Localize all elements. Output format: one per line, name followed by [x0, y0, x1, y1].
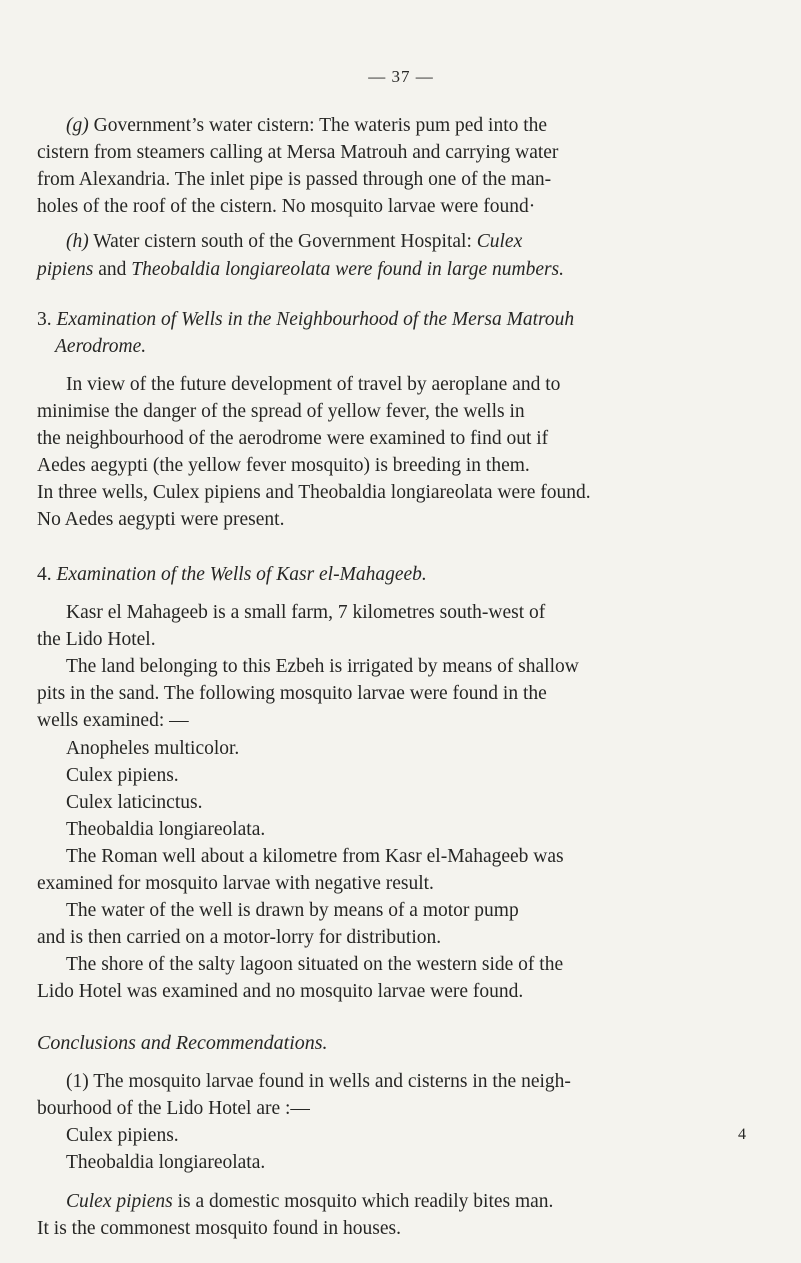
section-4-line-3: The land belonging to this Ezbeh is irrigated by means of shallow: [66, 656, 579, 677]
section-3-number: 3.: [37, 309, 52, 330]
section-h-label: (h): [66, 231, 89, 252]
page-number: — 37 —: [368, 67, 434, 86]
conclusions-line-2: bourhood of the Lido Hotel are :—: [37, 1098, 310, 1119]
section-h-line-2: [37, 260, 564, 280]
section-4-line-11: examined for mosquito larvae with negative result.: [37, 873, 434, 894]
section-4-line-4: pits in the sand. The following mosquito larvae were found in the: [37, 683, 547, 704]
section-g-line-1: [66, 116, 547, 136]
section-4-line-5: wells examined: —: [37, 710, 189, 731]
species-list-item: Culex laticinctus.: [66, 792, 203, 813]
conclusions-line-1: (1) The mosquito larvae found in wells and cisterns in the neigh-: [66, 1071, 571, 1092]
section-h-species-1a: Culex: [476, 231, 523, 252]
species-list-item: Theobaldia longiareolata.: [66, 819, 266, 840]
conclusions-line-5: [66, 1192, 553, 1212]
section-h-species-2: Theobaldia longiareolata were found in large numbers.: [131, 259, 565, 280]
section-4-line-1: Kasr el Mahageeb is a small farm, 7 kilometres south-west of: [66, 602, 546, 623]
conclusions-text: is a domestic mosquito which readily bites man.: [177, 1191, 554, 1212]
section-4-line-12: The water of the well is drawn by means of a motor pump: [66, 900, 519, 921]
section-4-line-14: The shore of the salty lagoon situated on the western side of the: [66, 954, 564, 975]
species-list-item: Culex pipiens.: [66, 765, 179, 786]
section-4-line-10: The Roman well about a kilometre from Kasr el-Mahageeb was: [66, 846, 564, 867]
section-3-heading: [37, 310, 574, 330]
conclusions-heading: Conclusions and Recommendations.: [37, 1032, 328, 1054]
section-3-line-5: In three wells, Culex pipiens and Theobaldia longiareolata were found.: [37, 482, 591, 503]
conclusions-species-item: Theobaldia longiareolata.: [66, 1152, 266, 1173]
footer-signature-number: 4: [738, 1126, 746, 1143]
section-4-number: 4.: [37, 564, 52, 585]
conclusions-species-item: Culex pipiens.: [66, 1125, 179, 1146]
section-3-title-2: Aerodrome.: [55, 336, 147, 357]
section-h-species-1b: pipiens: [37, 259, 94, 280]
section-g-line-4: holes of the roof of the cistern. No mosquito larvae were found·: [37, 196, 536, 217]
section-g-text-1: Government’s water cistern: The wateris pum ped into the: [93, 115, 548, 136]
section-3-line-1: In view of the future development of travel by aeroplane and to: [66, 374, 561, 395]
conclusions-species-name: Culex pipiens: [66, 1191, 173, 1212]
conclusions-line-6: It is the commonest mosquito found in houses.: [37, 1218, 401, 1239]
section-3-title-1: Examination of Wells in the Neighbourhood of the Mersa Matrouh: [56, 309, 575, 330]
section-h-line-1: [66, 232, 522, 252]
section-3-line-4: Aedes aegypti (the yellow fever mosquito) is breeding in them.: [37, 455, 530, 476]
section-3-line-2: minimise the danger of the spread of yellow fever, the wells in: [37, 401, 525, 422]
section-g-label: (g): [66, 115, 89, 136]
section-3-line-3: the neighbourhood of the aerodrome were examined to find out if: [37, 428, 549, 449]
section-h-and: and: [98, 259, 127, 280]
section-4-heading: [37, 565, 427, 585]
section-3-line-6: No Aedes aegypti were present.: [37, 509, 285, 530]
section-4-title: Examination of the Wells of Kasr el-Mahageeb.: [56, 564, 427, 585]
section-4-line-15: Lido Hotel was examined and no mosquito larvae were found.: [37, 981, 524, 1002]
section-4-line-2: the Lido Hotel.: [37, 629, 156, 650]
species-list-item: Anopheles multicolor.: [66, 738, 240, 759]
section-4-line-13: and is then carried on a motor-lorry for distribution.: [37, 927, 442, 948]
section-g-line-2: cistern from steamers calling at Mersa Matrouh and carrying water: [37, 142, 559, 163]
section-h-text: Water cistern south of the Government Hospital:: [93, 231, 472, 252]
section-g-line-3: from Alexandria. The inlet pipe is passed through one of the man-: [37, 169, 552, 190]
